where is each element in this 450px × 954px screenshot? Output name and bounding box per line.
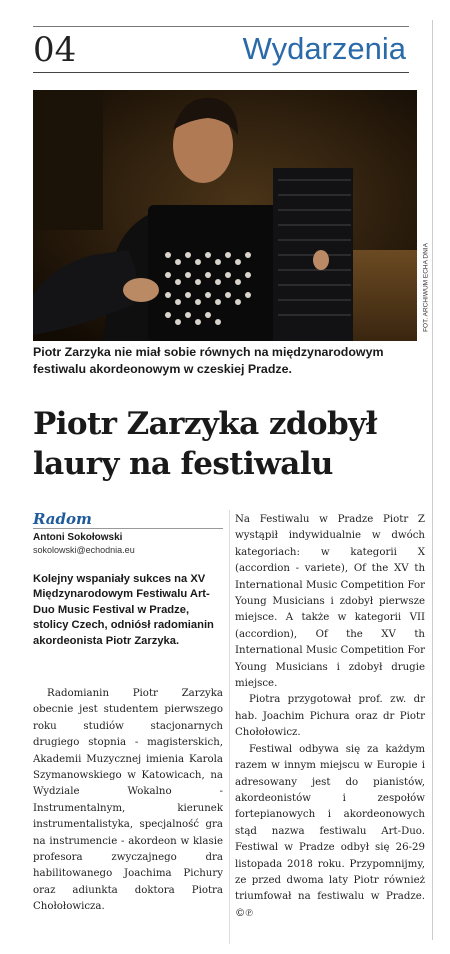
accordion-player-illustration — [33, 90, 417, 341]
article-column-2 — [235, 512, 425, 922]
photo-caption: Piotr Zarzyka nie miał sobie równych na międzynarodowym festiwalu akordeonowym w czeskiej Pradze. — [33, 345, 384, 376]
photo-credit: FOT. ARCHIWUM ECHA DNIA — [422, 243, 430, 332]
byline-rule — [33, 528, 223, 529]
header-rule — [33, 72, 409, 73]
column-divider — [229, 510, 230, 944]
article-lead: Kolejny wspaniały sukces na XV Międzynarodowym Festiwalu Art-Duo Music Festival w Pradze, stolicy Czech, odniósł radomianin akordeonista Piotr Zarzyka. — [33, 573, 214, 647]
article-city: Radom — [33, 510, 92, 528]
article-headline: Piotr Zarzyka zdobył laury na festiwalu — [33, 406, 377, 482]
article-column-1 — [33, 686, 223, 916]
top-rule — [33, 26, 409, 27]
page-number: 04 — [33, 30, 77, 70]
article-author: Antoni Sokołowski — [33, 532, 123, 543]
body-paragraph: Piotra przygotował prof. zw. dr hab. Joachim Pichura oraz dr Piotr Chołołowicz. — [235, 694, 425, 739]
body-paragraph: Na Festiwalu w Pradze Piotr Z wystąpił indywidualnie w dwóch kategoriach: w kategorii X (accordion - variete), Of the XV th International Music Competition For Young Musicians i zdobył pierwsze miejsce. A także w kategorii VII (accordion), Of the XV th International Music Competition For Young Musicians i zdobył drugie miejsce. — [235, 514, 425, 690]
body-paragraph: Radomianin Piotr Zarzyka obecnie jest studentem pierwszego roku studiów stacjonarnych drugiego stopnia - magisterskich, Akademii Muzycznej imienia Karola Szymanowskiego w Katowicach, na Wydziale Wokalno - Instrumentalnym, kierunek instrumentalistyka, specjalność gra na instrumencie - akordeon w klasie profesora zwyczajnego dra habilitowanego Joachima Pichury oraz adiunkta doktora Piotra Chołołowicza. — [33, 688, 223, 913]
page-edge-rule — [432, 20, 433, 940]
author-email[interactable]: sokolowski@echodnia.eu — [33, 545, 135, 555]
section-title: Wydarzenia — [242, 31, 406, 66]
body-paragraph: Festiwal odbywa się za każdym razem w innym miejscu w Europie i adresowany jest do pianistów, akordeonistów i zespołów fortepianowych i akordeonowych stąd nazwa festiwalu Art-Duo. Festiwal w Pradze odbył się 26-29 listopada 2018 roku. Przypomnijmy, ze przed dwoma laty Piotr również triumfował na festiwalu w Pradze. ©℗ — [235, 743, 425, 919]
article-photo — [33, 90, 417, 341]
